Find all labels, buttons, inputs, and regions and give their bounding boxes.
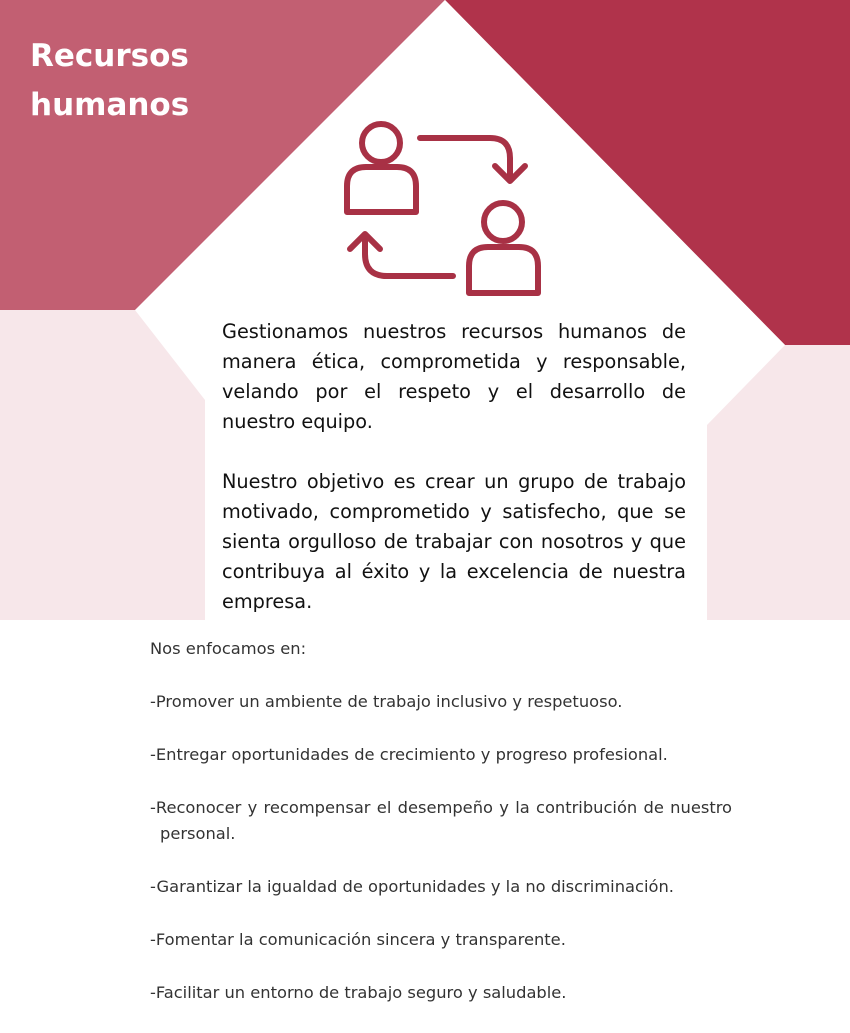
focus-item-growth: -Entregar oportunidades de crecimiento y progreso profesional.	[150, 745, 668, 764]
intro-paragraph-1: Gestionamos nuestros recursos humanos de manera ética, comprometida y responsable, velando por el respeto y el desarrollo de nuestro equipo.	[222, 320, 686, 433]
page-title-line-1: Recursos	[30, 38, 189, 74]
intro-paragraph-2: Nuestro objetivo es crear un grupo de trabajo motivado, comprometido y satisfecho, que se sienta orgulloso de trabajar con nosotros y que contribuya al éxito y la excelencia de nuestra empresa.	[222, 470, 686, 613]
focus-list	[150, 689, 732, 1006]
page-title	[30, 32, 189, 130]
focus-section	[150, 636, 732, 1033]
page-title-line-2: humanos	[30, 87, 190, 123]
people-exchange-icon	[337, 118, 547, 298]
person-bottom-right-head	[484, 203, 522, 241]
focus-item-recognition: -Reconocer y recompensar el desempeño y la contribución de nuestro personal.	[150, 798, 732, 843]
focus-intro: Nos enfocamos en:	[150, 639, 307, 658]
person-top-left-head	[362, 124, 400, 162]
focus-item-safety: -Facilitar un entorno de trabajo seguro y saludable.	[150, 983, 567, 1002]
focus-item-communication: -Fomentar la comunicación sincera y transparente.	[150, 930, 566, 949]
person-top-left-body	[347, 167, 416, 212]
focus-item-equality: -Garantizar la igualdad de oportunidades y la no discriminación.	[150, 877, 674, 896]
arrow-right-down	[420, 138, 510, 180]
focus-item-inclusive: -Promover un ambiente de trabajo inclusivo y respetuoso.	[150, 692, 623, 711]
intro-text	[222, 317, 686, 617]
person-bottom-right-body	[469, 247, 538, 293]
arrow-left-up	[365, 235, 453, 276]
